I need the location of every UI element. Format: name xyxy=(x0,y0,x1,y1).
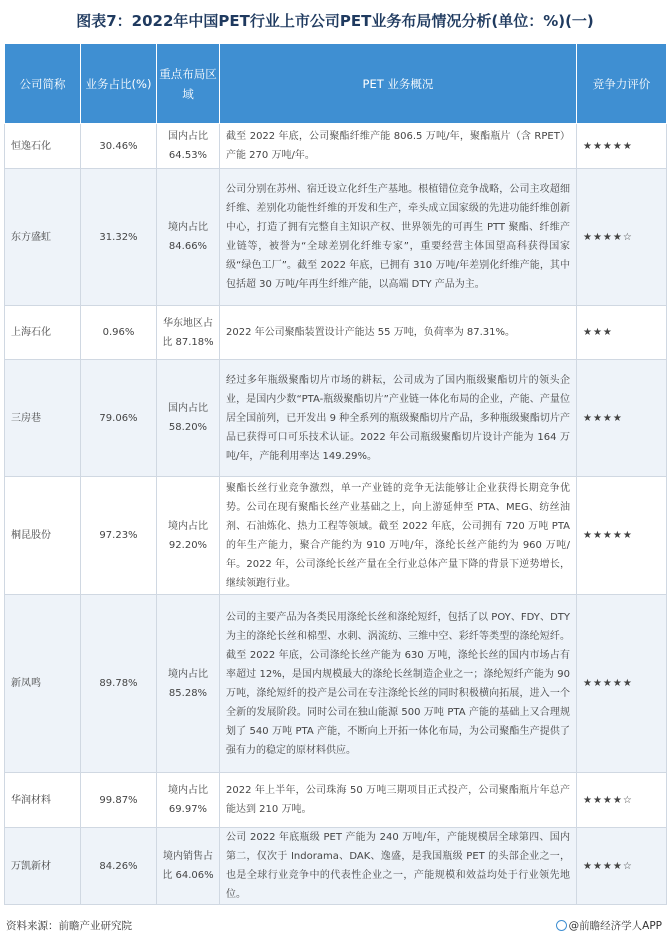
source-note: 资料来源：前瞻产业研究院 xyxy=(6,920,132,932)
business-share: 31.32% xyxy=(81,169,157,306)
table-row xyxy=(5,306,667,360)
company-name: 万凯新材 xyxy=(5,828,81,905)
rating-stars: ★★★★☆ xyxy=(577,773,667,828)
rating-stars: ★★★★★ xyxy=(577,477,667,595)
business-overview: 聚酯长丝行业竞争激烈，单一产业链的竞争无法能够让企业获得长期竞争优势。公司在现有聚酯长丝产业基础之上，向上游延伸至 PTA、MEG、纺丝油剂、石油炼化、热力工程等领域。截至 2022 年底，公司拥有 720 万吨 PTA 的年生产能力，聚合产能约为 910 万吨/年，涤纶长丝产能约为 960 万吨/年。2022 年，公司涤纶长丝产量在全行业总体产量下降的背景下逆势增长，继续领跑行业。 xyxy=(220,477,577,595)
header-rating: 竞争力评价 xyxy=(577,44,667,124)
table-row xyxy=(5,595,667,773)
company-name: 华润材料 xyxy=(5,773,81,828)
brand-logo-icon xyxy=(556,920,567,931)
table-row xyxy=(5,169,667,306)
business-share: 99.87% xyxy=(81,773,157,828)
business-share: 0.96% xyxy=(81,306,157,360)
focus-region: 境内占比 69.97% xyxy=(157,773,220,828)
focus-region: 国内占比 64.53% xyxy=(157,124,220,169)
header-share: 业务占比(%) xyxy=(81,44,157,124)
business-share: 84.26% xyxy=(81,828,157,905)
company-name: 恒逸石化 xyxy=(5,124,81,169)
table-row xyxy=(5,828,667,905)
table-row xyxy=(5,477,667,595)
header-company: 公司简称 xyxy=(5,44,81,124)
business-share: 89.78% xyxy=(81,595,157,773)
business-overview: 截至 2022 年底，公司聚酯纤维产能 806.5 万吨/年，聚酯瓶片（含 RPET）产能 270 万吨/年。 xyxy=(220,124,577,169)
brand-credit-text: @前瞻经济学人APP xyxy=(568,920,662,932)
header-focus: 重点布局区域 xyxy=(157,44,220,124)
rating-stars: ★★★★☆ xyxy=(577,828,667,905)
business-overview: 公司 2022 年底瓶级 PET 产能为 240 万吨/年，产能规模居全球第四、国内第二，仅次于 Indorama、DAK、逸盛，是我国瓶级 PET 的头部企业之一，也是全球行业竞争中的代表性企业之一，产能规模和效益均处于行业领先地位。 xyxy=(220,828,577,905)
table-row xyxy=(5,773,667,828)
business-overview: 经过多年瓶级聚酯切片市场的耕耘，公司成为了国内瓶级聚酯切片的领头企业，是国内少数“PTA-瓶级聚酯切片”产业链一体化布局的企业，产能、产量位居全国前列，已开发出 9 种全系列的瓶级聚酯切片产品，多种瓶级聚酯切片产品已获得可口可乐技术认证。2022 年公司瓶级聚酯切片设计产能为 164 万吨/年，产能利用率达 149.29%。 xyxy=(220,360,577,477)
table-header-row xyxy=(5,44,667,124)
business-share: 79.06% xyxy=(81,360,157,477)
rating-stars: ★★★★ xyxy=(577,360,667,477)
rating-stars: ★★★ xyxy=(577,306,667,360)
business-overview: 公司分别在苏州、宿迁设立化纤生产基地。根植错位竞争战略，公司主攻超细纤维、差别化功能性纤维的开发和生产，牵头成立国家级的先进功能纤维创新中心，打造了拥有完整自主知识产权、世界领先的可再生 PTT 聚酯、纤维产业链等，被誉为“全球差别化纤维专家”，重要经营主体国望高科获得国家级“绿色工厂”。截至 2022 年底，已拥有 310 万吨/年差别化纤维产能，其中包括超 30 万吨/年再生纤维产能，以高端 DTY 产品为主。 xyxy=(220,169,577,306)
focus-region: 境内占比 92.20% xyxy=(157,477,220,595)
header-overview: PET 业务概况 xyxy=(220,44,577,124)
business-overview: 2022 年公司聚酯装置设计产能达 55 万吨，负荷率为 87.31%。 xyxy=(220,306,577,360)
focus-region: 境内占比 84.66% xyxy=(157,169,220,306)
page-title: 图表7：2022年中国PET行业上市公司PET业务布局情况分析(单位：%)(一) xyxy=(76,12,594,30)
company-name: 上海石化 xyxy=(5,306,81,360)
rating-stars: ★★★★☆ xyxy=(577,169,667,306)
focus-region: 国内占比 58.20% xyxy=(157,360,220,477)
company-name: 桐昆股份 xyxy=(5,477,81,595)
focus-region: 华东地区占比 87.18% xyxy=(157,306,220,360)
business-overview: 公司的主要产品为各类民用涤纶长丝和涤纶短纤，包括了以 POY、FDY、DTY 为主的涤纶长丝和棉型、水刺、涡流纺、三维中空、彩纤等类型的涤纶短纤。截至 2022 年底，公司涤纶长丝产能为 630 万吨，涤纶长丝的国内市场占有率超过 12%，是国内规模最大的涤纶长丝制造企业之一；涤纶短纤产能为 90 万吨，涤纶短纤的投产是公司在专注涤纶长丝的同时积极横向拓展，进入一个全新的发展阶段。同时公司在独山能源 500 万吨 PTA 产能的基础上又合理规划了 540 万吨 PTA 产能，不断向上开拓一体化布局，为公司聚酯生产提供了强有力的稳定的原材料供应。 xyxy=(220,595,577,773)
business-share: 97.23% xyxy=(81,477,157,595)
focus-region: 境内销售占比 64.06% xyxy=(157,828,220,905)
table-row xyxy=(5,124,667,169)
focus-region: 境内占比 85.28% xyxy=(157,595,220,773)
business-share: 30.46% xyxy=(81,124,157,169)
rating-stars: ★★★★★ xyxy=(577,595,667,773)
business-overview: 2022 年上半年，公司珠海 50 万吨三期项目正式投产，公司聚酯瓶片年总产能达到 210 万吨。 xyxy=(220,773,577,828)
company-name: 三房巷 xyxy=(5,360,81,477)
brand-credit xyxy=(556,918,662,933)
table-row xyxy=(5,360,667,477)
company-name: 东方盛虹 xyxy=(5,169,81,306)
rating-stars: ★★★★★ xyxy=(577,124,667,169)
pet-business-table xyxy=(4,43,667,905)
company-name: 新凤鸣 xyxy=(5,595,81,773)
